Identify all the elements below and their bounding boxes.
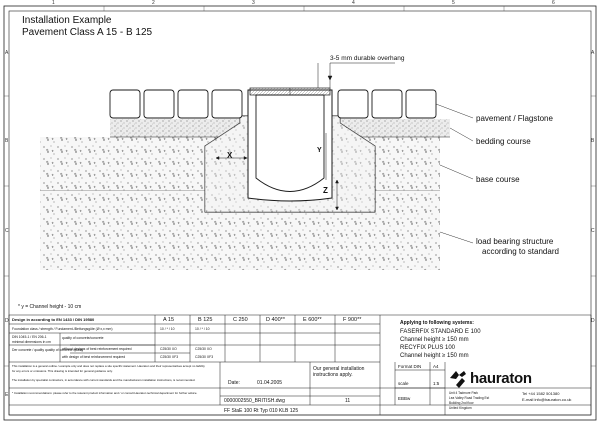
class-e600: E 600** [303, 317, 322, 323]
foundation-b125: 10 / * / 10 [195, 327, 210, 331]
drawing-title: Installation Example [22, 15, 112, 26]
company-logo-text: hauraton [470, 370, 532, 387]
class-c250: C 250 [233, 317, 248, 323]
frame-letter: A [591, 50, 595, 56]
min-quality-label: Der concrete / quality quality of concrete quality [12, 348, 84, 352]
format-label: Format DIN [398, 364, 422, 369]
frame-letter: B [591, 138, 595, 144]
frame-letter: B [5, 138, 9, 144]
class-f900: F 900** [343, 317, 362, 323]
min-quality-a15-2: C25/30 XF3 [160, 355, 179, 359]
min-quality-sub2: with design of best reinforcement required [62, 355, 126, 359]
din-note: minimal dimensions in cm [12, 340, 51, 344]
base-label: base course [476, 175, 520, 184]
frame-letter: D [591, 318, 595, 324]
table-header-standard: Design in according to EN 1433 / DIN 19580 [12, 317, 95, 322]
class-d400: D 400** [266, 317, 285, 323]
drawing-reference: FF StaE 100 Rt Typ 010 KLB 125 [224, 408, 299, 414]
note-1: This installation is a general outline / example only and does not replace a site specific statement. Hauraton and their representatives accept no liability [12, 364, 205, 368]
system-1-height: Channel height ≥ 150 mm [400, 337, 469, 343]
frame-letter: E [5, 392, 9, 398]
frame-number: 2 [152, 0, 155, 6]
foundation-a15: 10 / * / 10 [160, 327, 175, 331]
hauraton-logo-icon [448, 368, 468, 388]
frame-letter: A [5, 50, 9, 56]
system-2: RECYFIX PLUS 100 [400, 345, 456, 351]
footnote: * y = Channel height - 10 cm [18, 304, 82, 310]
din-label: DIN 1045-1 / EN 206-1 [12, 335, 47, 339]
scale-label: scale [398, 381, 409, 386]
general-note: Our general installation instructions apply. [313, 366, 365, 378]
min-quality-b125-2: C25/30 XF3 [195, 355, 214, 359]
contact-4: United Kingdom [449, 406, 472, 410]
class-b125: B 125 [198, 317, 213, 323]
dim-z-label: Z [323, 186, 328, 195]
frame-number: 6 [552, 0, 555, 6]
scale-value: 1:5 [433, 381, 440, 386]
sheet-number: 11 [345, 398, 351, 404]
overhang-label: 3-5 mm durable overhang [330, 55, 405, 62]
concrete-quality-label: quality of concrete/concrete [62, 336, 104, 340]
file-name: 0000002550_BRITISH.dwg [224, 398, 285, 404]
load-label-line2: according to standard [482, 247, 559, 256]
min-quality-sub: without designs of best reinforcement required [62, 347, 132, 351]
contact-2: Lea Valley Road Trading Est [449, 396, 490, 400]
note-2: for any errors or omissions. This drawing is intended for general guidance only. [12, 369, 113, 373]
frame-letter: C [591, 228, 595, 234]
applying-title: Applying to following systems: [400, 320, 474, 326]
phone: Tel +44 1582 501380 [522, 391, 560, 396]
frame-letter: C [5, 228, 9, 234]
date-value: 01.04.2005 [257, 380, 283, 386]
class-a15: A 15 [163, 317, 175, 323]
note-4: * Installation recommendations: please refer to the relevant product information and / or consult Hauraton technical department for further advice. [12, 391, 198, 395]
drawing-subtitle: Pavement Class A 15 - B 125 [22, 27, 153, 38]
contact-1: Unit 4 Tadmore Park [449, 391, 478, 395]
frame-number: 1 [52, 0, 55, 6]
date-label: Date: [228, 380, 240, 386]
pavement-label: pavement / Flagstone [476, 114, 553, 123]
frame-number: 4 [352, 0, 355, 6]
min-quality-b125: C25/30 XO [195, 347, 212, 351]
load-label-line1: load bearing structure [476, 237, 554, 246]
contact-3: Building 2nd floor [449, 401, 474, 405]
bedding-label: bedding course [476, 137, 531, 146]
system-2-height: Channel height ≥ 150 mm [400, 353, 469, 359]
editor-label: EBBw [398, 396, 411, 401]
dim-y-label: Y [317, 147, 322, 154]
dim-x-label: X [227, 151, 233, 160]
note-3: The installation by specialist contractors, in accordance with current standards and the manufacturers installation instructions, is recommended. [12, 378, 196, 382]
min-quality-a15: C25/30 XO [160, 347, 177, 351]
foundation-row-label: Foundation class / strength / Fundament-/Bettungsgüte (Ø x,x mm) [12, 327, 113, 331]
frame-number: 5 [452, 0, 455, 6]
email: E-mail info@hauraton.co.uk [522, 397, 572, 402]
frame-letter: D [5, 318, 9, 324]
system-1: FASERFIX STANDARD E 100 [400, 329, 481, 335]
format-value: A4 [433, 364, 439, 369]
frame-number: 3 [252, 0, 255, 6]
